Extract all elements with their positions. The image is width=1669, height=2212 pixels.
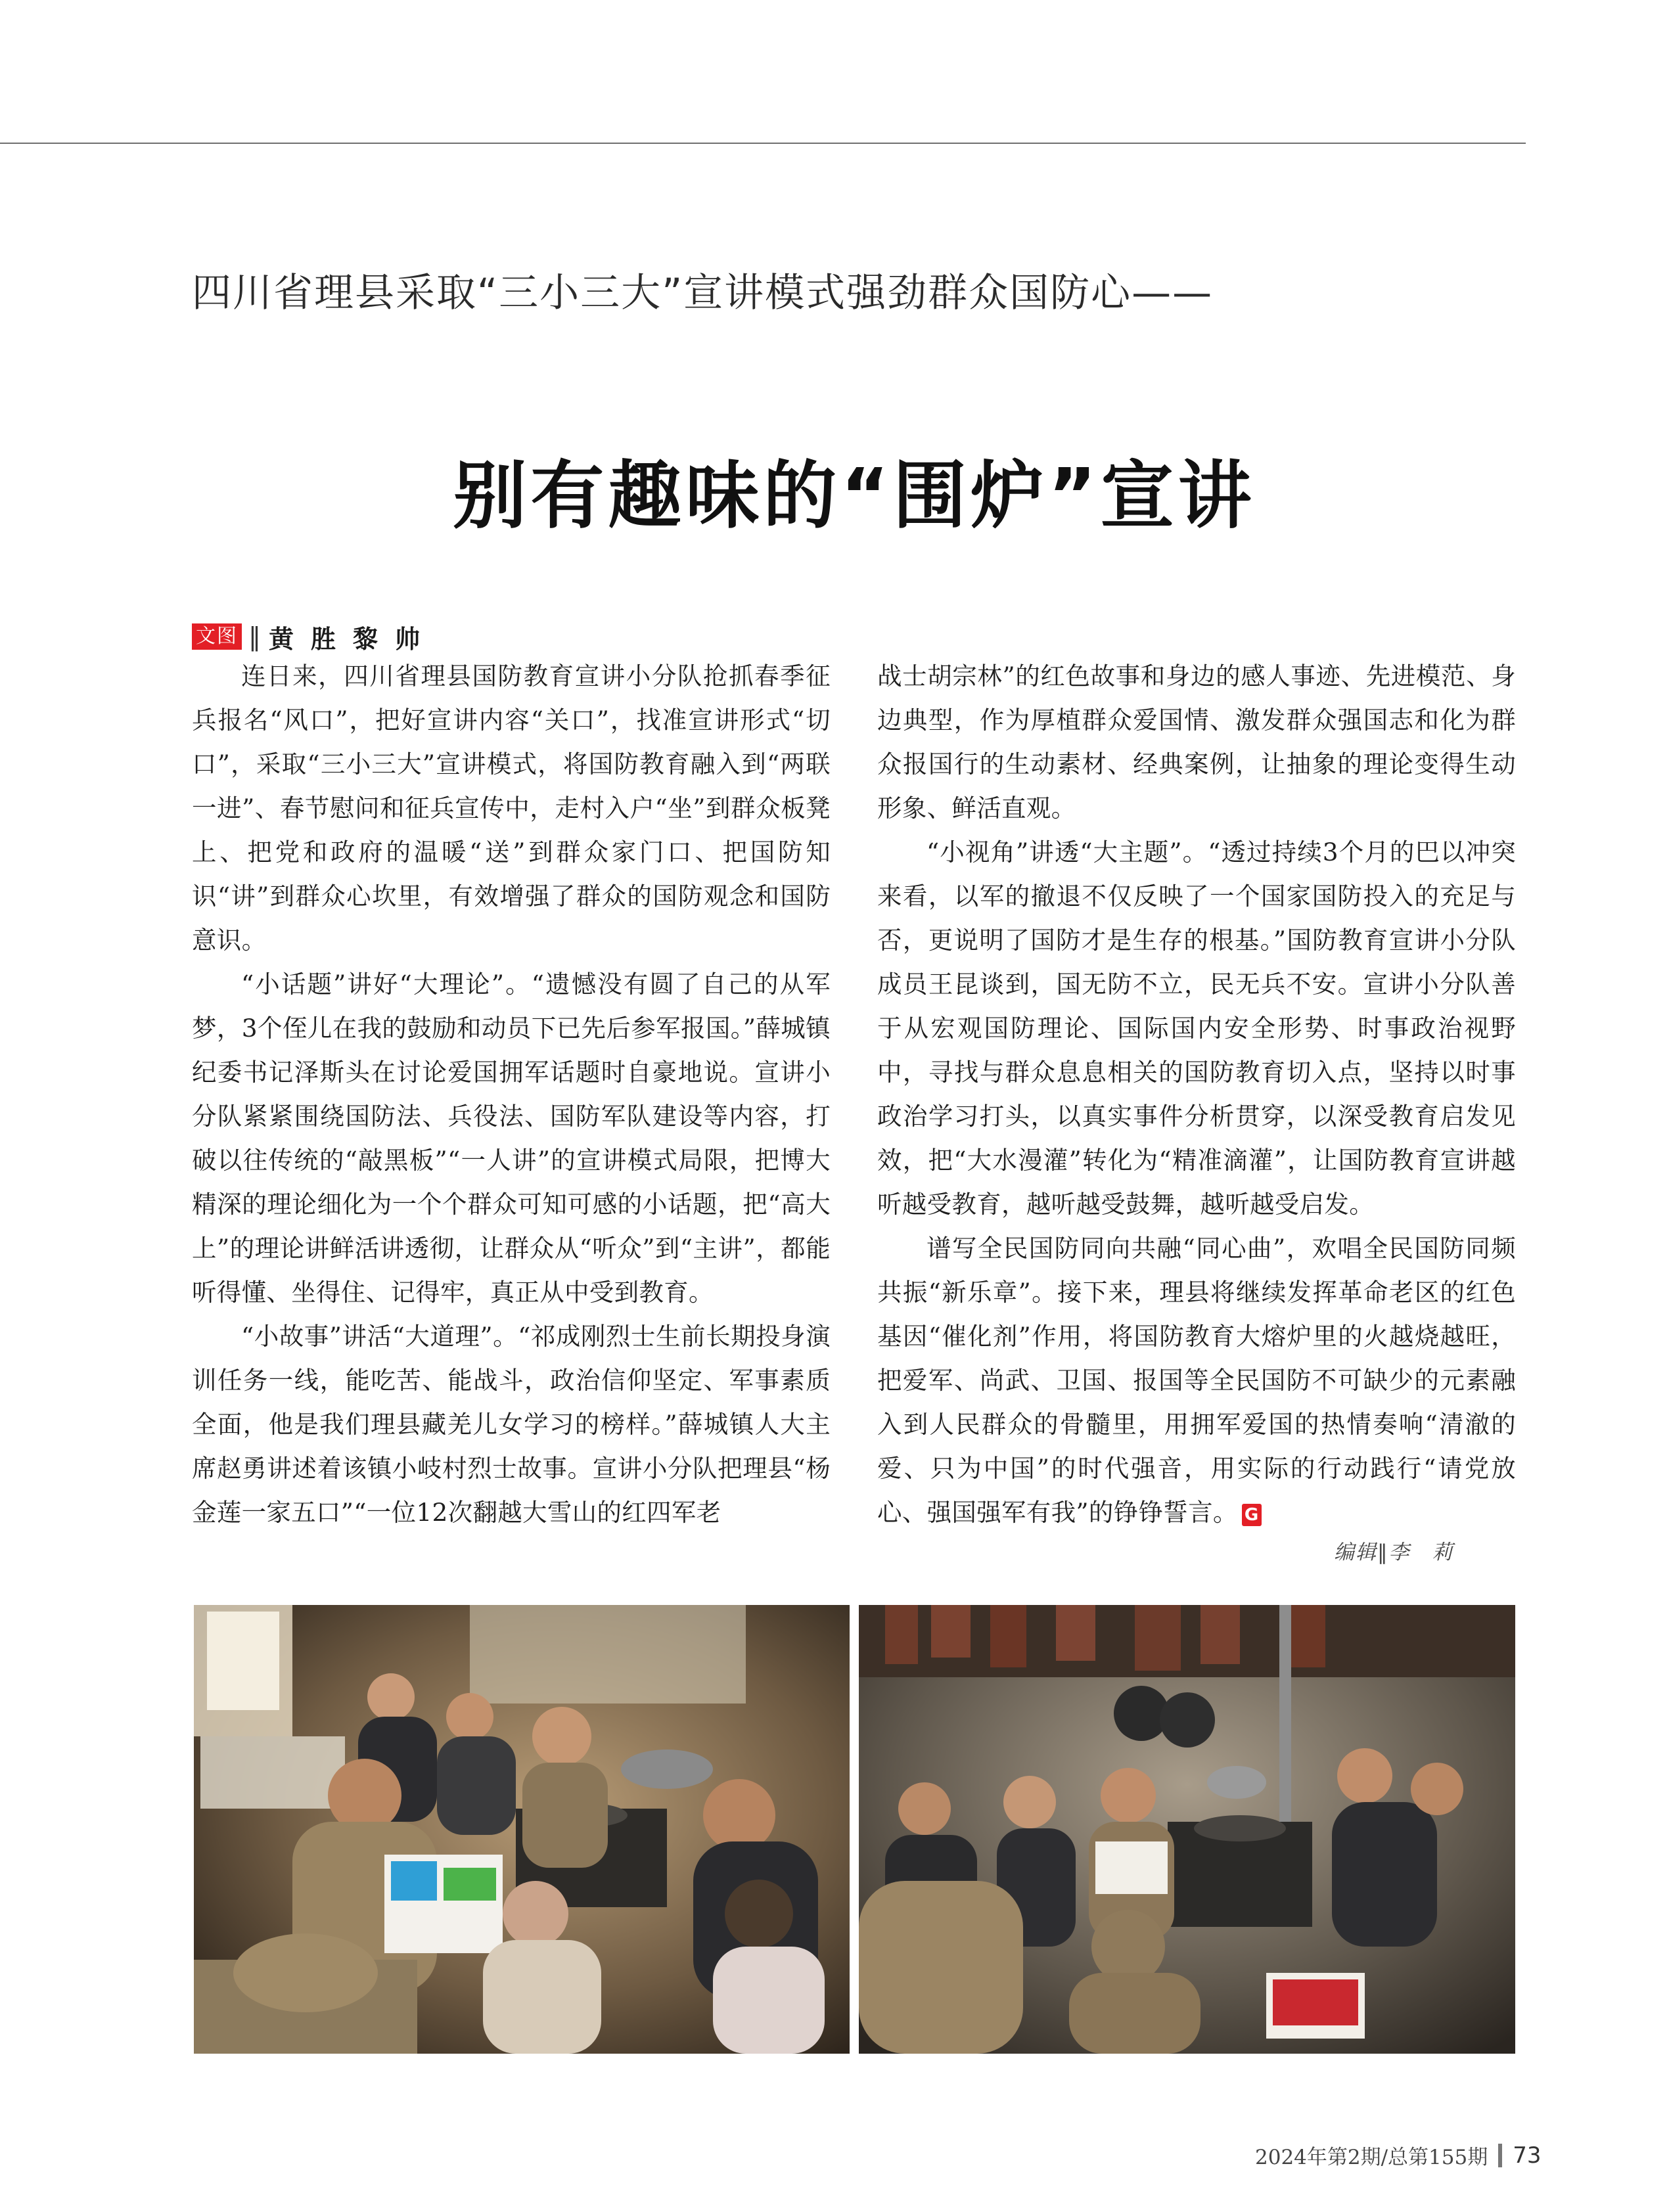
page-number: 73 — [1513, 2142, 1542, 2169]
page-footer — [1255, 2140, 1542, 2170]
byline-authors: 黄胜黎帅 — [269, 624, 438, 654]
photo-left — [194, 1605, 850, 2054]
paragraph: 战士胡宗林”的红色故事和身边的感人事迹、先进模范、身边典型，作为厚植群众爱国情、激发群众强国志和化为群众报国行的生动素材、经典案例，让抽象的理论变得生动形象、鲜活直观。 — [877, 662, 1516, 823]
byline-tag: 文图 — [192, 623, 242, 650]
photo-right — [859, 1605, 1515, 2054]
paragraph-last — [877, 1227, 1516, 1535]
paragraph-text: 谱写全民国防同向共融“同心曲”，欢唱全民国防同频共振“新乐章”。接下来，理县将继续发挥革命老区的红色基因“催化剂”作用，将国防教育大熔炉里的火越烧越旺，把爱军、尚武、卫国、报国等全民国防不可缺少的元素融入到人民群众的骨髓里，用拥军爱国的热情奏响“清澈的爱、只为中国”的时代强音，用实际的行动践行“请党放心、强国强军有我”的铮铮誓言。 — [877, 1234, 1516, 1527]
editor-credit: 编辑‖李 莉 — [1334, 1541, 1454, 1564]
byline — [192, 621, 437, 652]
photo-left-illustration — [194, 1605, 850, 2054]
paragraph: “小视角”讲透“大主题”。“透过持续3个月的巴以冲突来看，以军的撤退不仅反映了一个国家国防投入的充足与否，更说明了国防才是生存的根基。”国防教育宣讲小分队成员王昆谈到，国无防不立，民无兵不安。宣讲小分队善于从宏观国防理论、国际国内安全形势、时事政治视野中，寻找与群众息息相关的国防教育切入点，坚持以时事政治学习打头，以真实事件分析贯穿，以深受教育启发见效，把“大水漫灌”转化为“精准滴灌”，让国防教育宣讲越听越受教育，越听越受鼓舞，越听越受启发。 — [877, 838, 1516, 1219]
folio-divider — [1498, 2144, 1502, 2167]
article-kicker: 四川省理县采取“三小三大”宣讲模式强劲群众国防心—— — [192, 270, 1214, 316]
article-title: 别有趣味的“围炉”宣讲 — [453, 453, 1256, 539]
end-mark-icon: G — [1242, 1504, 1262, 1526]
paragraph: “小话题”讲好“大理论”。“遗憾没有圆了自己的从军梦，3个侄儿在我的鼓励和动员下已先后参军报国。”薛城镇纪委书记泽斯头在讨论爱国拥军话题时自豪地说。宣讲小分队紧紧围绕国防法、兵役法、国防军队建设等内容，打破以往传统的“敲黑板”“一人讲”的宣讲模式局限，把博大精深的理论细化为一个个群众可知可感的小话题，把“高大上”的理论讲鲜活讲透彻，让群众从“听众”到“主讲”，都能听得懂、坐得住、记得牢，真正从中受到教育。 — [192, 970, 831, 1307]
paragraph: “小故事”讲活“大道理”。“祁成刚烈士生前长期投身演训任务一线，能吃苦、能战斗，政治信仰坚定、军事素质全面，他是我们理县藏羌儿女学习的榜样。”薛城镇人大主席赵勇讲述着该镇小岐村烈士故事。宣讲小分队把理县“杨金莲一家五口”“一位12次翻越大雪山的红四军老 — [192, 1322, 831, 1527]
left-column — [192, 654, 831, 1535]
byline-separator: ‖ — [248, 622, 261, 651]
top-rule — [0, 143, 1526, 144]
paragraph: 连日来，四川省理县国防教育宣讲小分队抢抓春季征兵报名“风口”，把好宣讲内容“关口”，找准宣讲形式“切口”，采取“三小三大”宣讲模式，将国防教育融入到“两联一进”、春节慰问和征兵宣传中，走村入户“坐”到群众板凳上、把党和政府的温暖“送”到群众家门口、把国防知识“讲”到群众心坎里，有效增强了群众的国防观念和国防意识。 — [192, 662, 831, 955]
photo-right-illustration — [859, 1605, 1515, 2054]
issue-info: 2024年第2期/总第155期 — [1255, 2146, 1488, 2169]
right-column — [877, 654, 1516, 1535]
